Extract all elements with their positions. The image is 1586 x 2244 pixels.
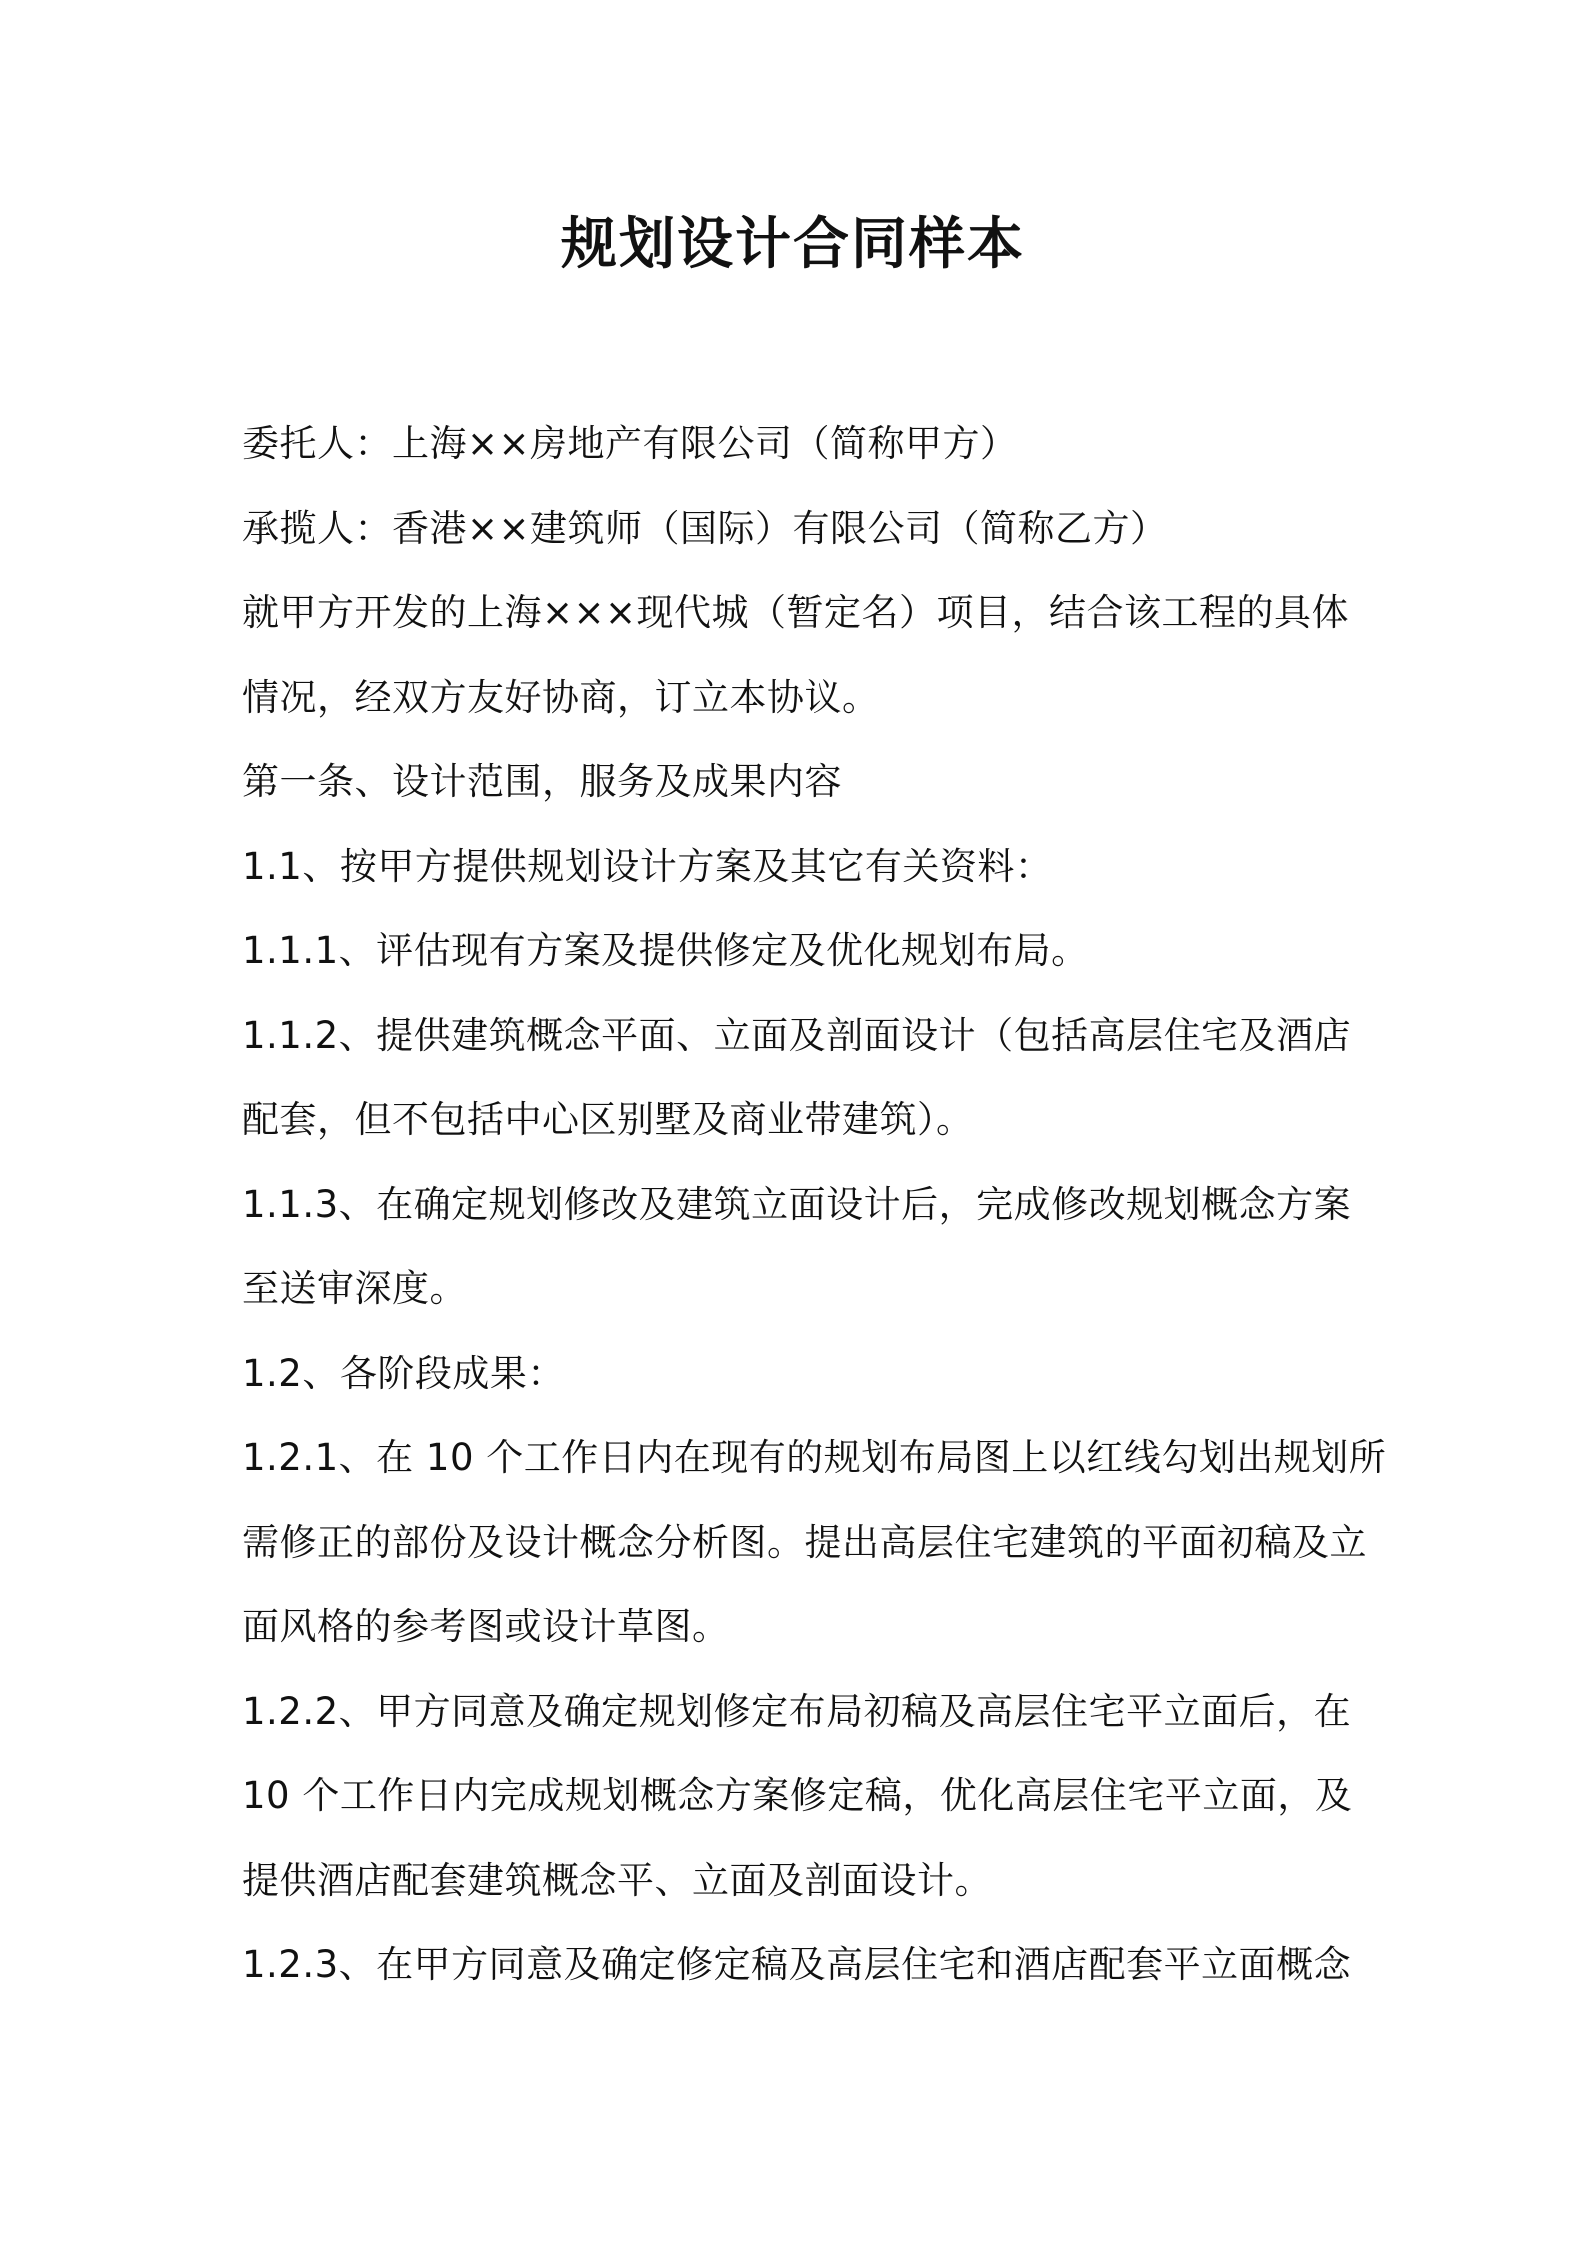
- preamble-line: 情况，经双方友好协商，订立本协议。: [242, 675, 880, 719]
- clause-line: 面风格的参考图或设计草图。: [242, 1605, 730, 1648]
- clause-line: 1.2.1、在 10 个工作日内在现有的规划布局图上以红线勾划出规划所: [242, 1436, 1387, 1479]
- article-heading: 第一条、设计范围，服务及成果内容: [242, 760, 842, 803]
- clause-line: 10 个工作日内完成规划概念方案修定稿，优化高层住宅平立面，及: [242, 1774, 1353, 1817]
- clause-line: 1.1.3、在确定规划修改及建筑立面设计后，完成修改规划概念方案: [242, 1182, 1352, 1226]
- preamble-line: 就甲方开发的上海×××现代城（暂定名）项目，结合该工程的具体: [242, 591, 1350, 634]
- party-b-line: 承揽人：香港××建筑师（国际）有限公司（简称乙方）: [242, 506, 1168, 550]
- clause-line: 1.1、按甲方提供规划设计方案及其它有关资料：: [242, 844, 1053, 888]
- clause-line: 1.1.2、提供建筑概念平面、立面及剖面设计（包括高层住宅及酒店: [242, 1013, 1352, 1057]
- clause-line: 1.2.3、在甲方同意及确定修定稿及高层住宅和酒店配套平立面概念: [242, 1943, 1352, 1986]
- clause-line: 提供酒店配套建筑概念平、立面及剖面设计。: [242, 1858, 992, 1902]
- clause-line: 配套，但不包括中心区别墅及商业带建筑）。: [242, 1098, 974, 1141]
- clause-line: 1.2.2、甲方同意及确定规划修定布局初稿及高层住宅平立面后，在: [242, 1689, 1352, 1733]
- clause-line: 1.2、各阶段成果：: [242, 1351, 565, 1395]
- party-a-line: 委托人：上海××房地产有限公司（简称甲方）: [242, 422, 1018, 465]
- document-title: 规划设计合同样本: [561, 212, 1025, 277]
- clause-line: 1.1.1、评估现有方案及提供修定及优化规划布局。: [242, 929, 1089, 972]
- document-body: [242, 402, 1387, 2008]
- clause-line: 需修正的部份及设计概念分析图。提出高层住宅建筑的平面初稿及立: [242, 1520, 1367, 1564]
- clause-line: 至送审深度。: [242, 1267, 467, 1310]
